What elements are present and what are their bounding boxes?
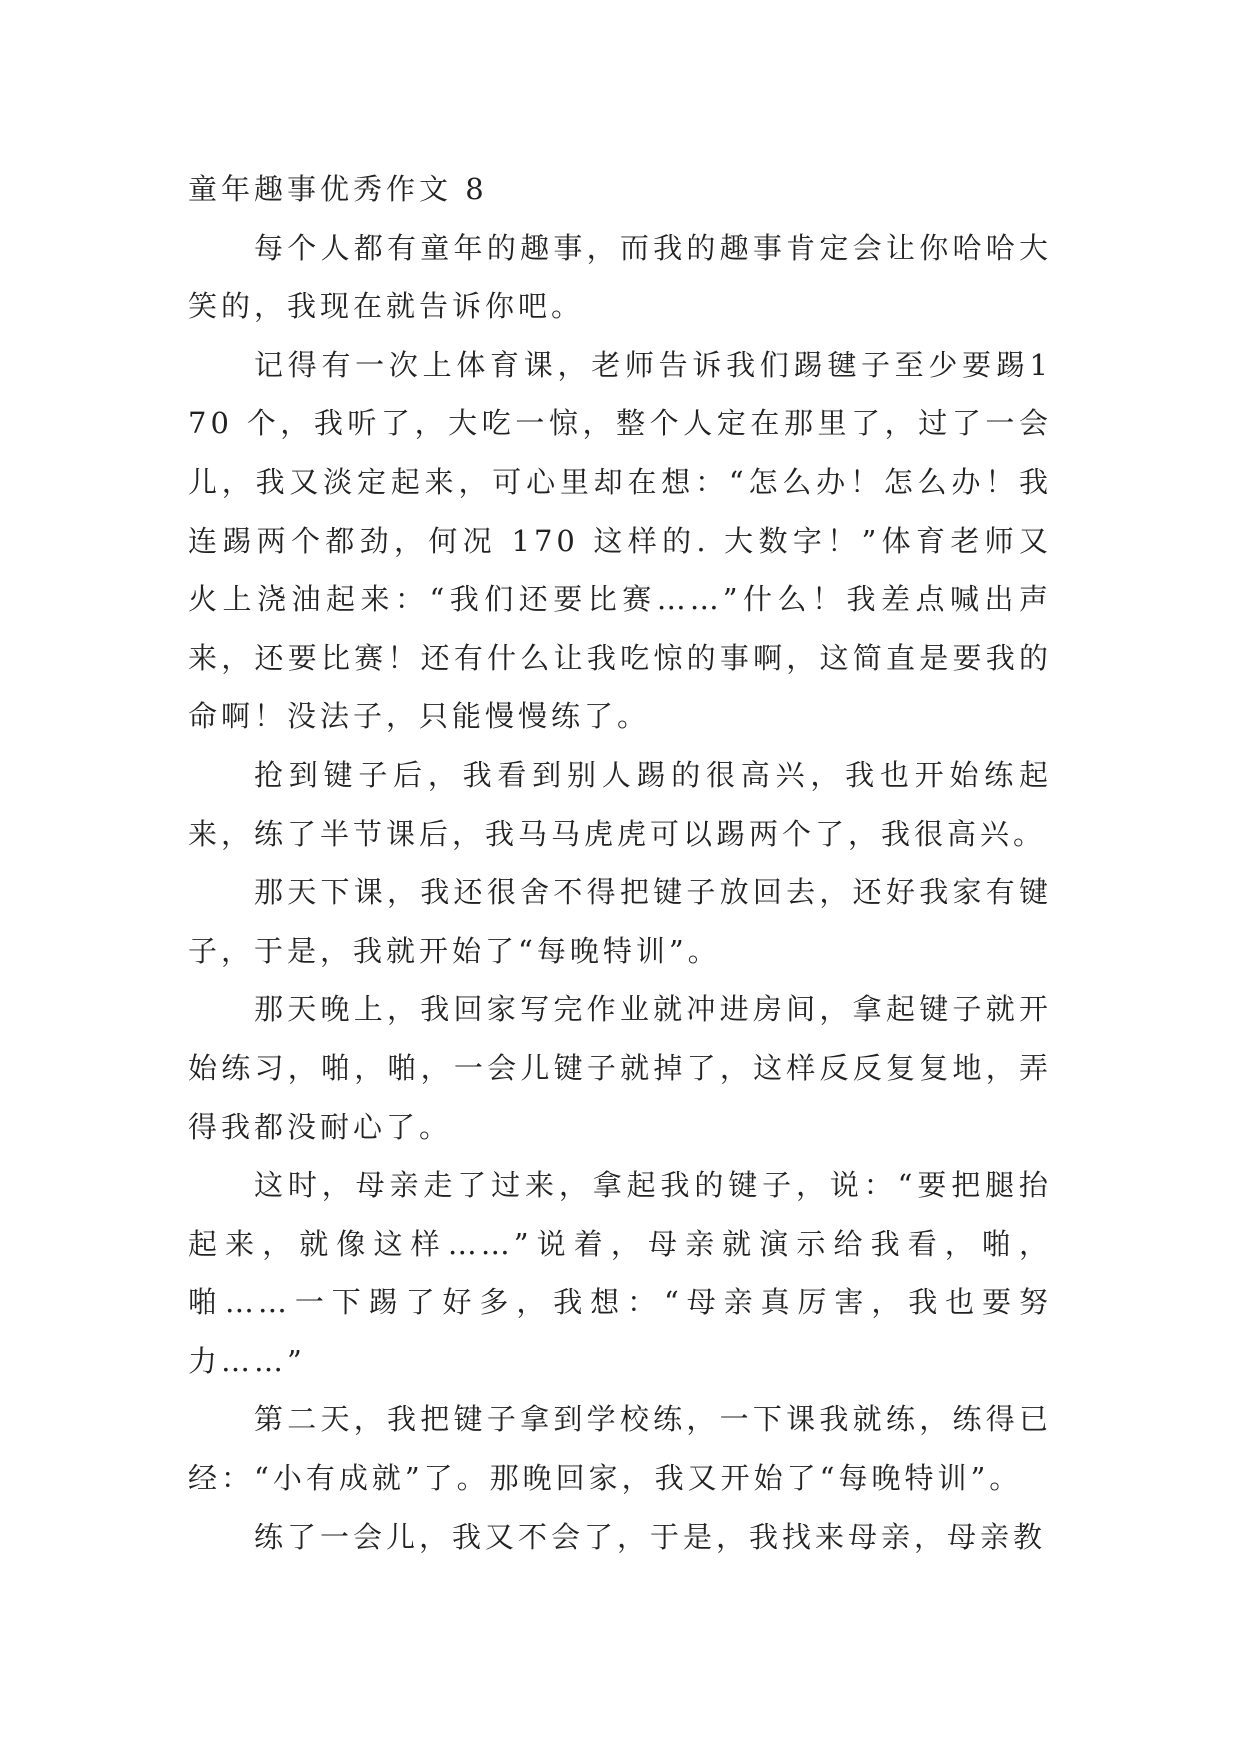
paragraph-5: 那天晚上，我回家写完作业就冲进房间，拿起键子就开始练习，啪，啪，一会儿键子就掉了，这样反反复复地，弄得我都没耐心了。 [188, 992, 1052, 1144]
paragraph-4: 那天下课，我还很舍不得把键子放回去，还好我家有键子，于是，我就开始了“每晚特训”。 [188, 875, 1052, 968]
document-title: 童年趣事优秀作文 8 [188, 172, 488, 206]
paragraph-7: 第二天，我把键子拿到学校练，一下课我就练，练得已经：“小有成就”了。那晚回家，我又开始了“每晚特训”。 [188, 1402, 1052, 1496]
paragraph-8: 练了一会儿，我又不会了，于是，我找来母亲，母亲教 [254, 1519, 1047, 1554]
paragraph-2: 记得有一次上体育课，老师告诉我们踢毽子至少要踢170 个，我听了，大吃一惊，整个人定在那里了，过了一会儿，我又淡定起来，可心里却在想：“怎么办！怎么办！我连踢两个都劲，何况 170 这样的. 大数字！”体育老师又火上浇油起来：“我们还要比赛……”什么！我差点喊出声来，还要比赛！还有什么让我吃惊的事啊，这简直是要我的命啊！没法子，只能慢慢练了。 [188, 347, 1052, 734]
paragraph-3: 抢到键子后，我看到别人踢的很高兴，我也开始练起来，练了半节课后，我马马虎虎可以踢两个了，我很高兴。 [188, 757, 1052, 851]
paragraph-1: 每个人都有童年的趣事，而我的趣事肯定会让你哈哈大笑的，我现在就告诉你吧。 [188, 230, 1052, 324]
paragraph-6: 这时，母亲走了过来，拿起我的键子，说：“要把腿抬起来，就像这样……”说着，母亲就演示给我看，啪，啪……一下踢了好多，我想：“母亲真厉害，我也要努力……” [188, 1168, 1052, 1378]
document-body [188, 160, 1052, 1566]
